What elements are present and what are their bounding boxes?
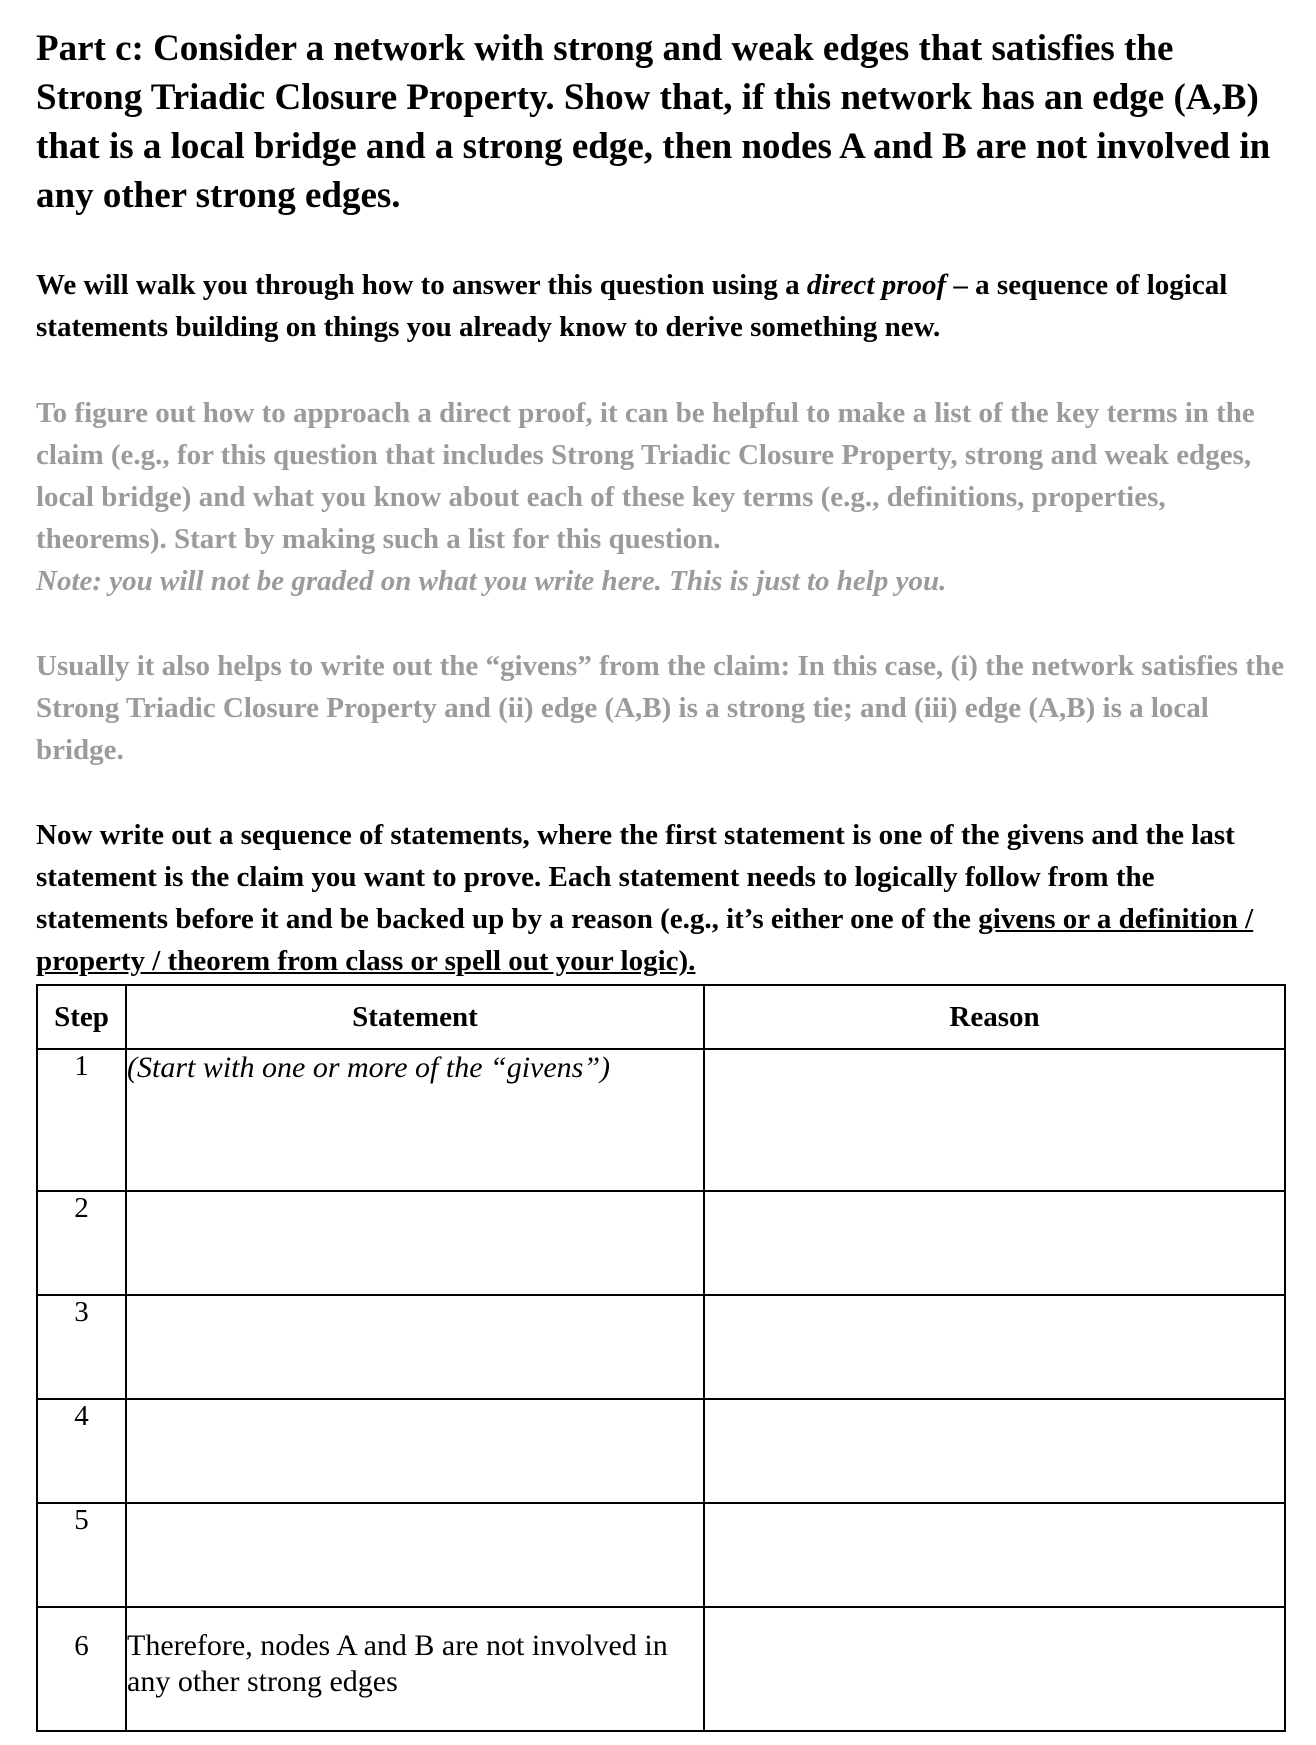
table-row (37, 1503, 1285, 1607)
key-terms-text: To figure out how to approach a direct proof, it can be helpful to make a list of the key terms in the claim (e.g., for this question that includes Strong Triadic Closure Property, strong and weak edges, local bridge) and what you know about each of these key terms (e.g., definitions, properties, theorems). Start by making such a list for this question. (36, 397, 1255, 555)
instructions-main: Now write out a sequence of statements, where the first statement is one of the givens and the last statement is the claim you want to prove. Each statement needs to logically follow from the statements before it and be backed up by a reason (e.g., it’s either one of the (36, 819, 1235, 935)
header-statement: Statement (126, 985, 704, 1049)
table-row (37, 1399, 1285, 1503)
step-number: 5 (37, 1503, 126, 1607)
step-number: 3 (37, 1295, 126, 1399)
statement-cell[interactable]: Therefore, nodes A and B are not involved in any other strong edges (126, 1607, 704, 1731)
table-row (37, 1191, 1285, 1295)
statement-cell[interactable]: (Start with one or more of the “givens”) (126, 1049, 704, 1191)
step-number: 6 (37, 1607, 126, 1731)
proof-table-header (37, 985, 1285, 1049)
reason-cell[interactable] (704, 1191, 1285, 1295)
table-row (37, 1295, 1285, 1399)
reason-cell[interactable] (704, 1503, 1285, 1607)
header-reason: Reason (704, 985, 1285, 1049)
instructions-paragraph (36, 814, 1286, 982)
key-terms-paragraph (36, 392, 1286, 602)
statement-cell[interactable] (126, 1191, 704, 1295)
table-row (37, 1607, 1285, 1731)
table-row (37, 1049, 1285, 1191)
step-number: 2 (37, 1191, 126, 1295)
reason-cell[interactable] (704, 1049, 1285, 1191)
intro-text-after: – a sequence of logical statements building on things you already know to derive something new. (36, 269, 1228, 343)
statement-cell[interactable] (126, 1399, 704, 1503)
intro-paragraph (36, 264, 1286, 348)
statement-cell[interactable] (126, 1295, 704, 1399)
step-number: 1 (37, 1049, 126, 1191)
reason-cell[interactable] (704, 1295, 1285, 1399)
question-title: Part c: Consider a network with strong and weak edges that satisfies the Strong Triadic Closure Property. Show that, if this network has an edge (A,B) that is a local bridge and a strong edge, then nodes A and B are not involved in any other strong edges. (36, 28, 1271, 216)
instructions-underlined: givens or a definition / property / theorem from class or spell out your logic). (36, 903, 1254, 977)
header-step: Step (37, 985, 126, 1049)
proof-table (36, 984, 1286, 1732)
givens-paragraph: Usually it also helps to write out the “givens” from the claim: In this case, (i) the network satisfies the Strong Triadic Closure Property and (ii) edge (A,B) is a strong tie; and (iii) edge (A,B) is a local bridge. (36, 650, 1284, 766)
reason-cell[interactable] (704, 1399, 1285, 1503)
statement-cell[interactable] (126, 1503, 704, 1607)
intro-emphasis: direct proof (806, 269, 947, 301)
step-number: 4 (37, 1399, 126, 1503)
intro-text-before: We will walk you through how to answer this question using a (36, 269, 807, 301)
reason-cell[interactable] (704, 1607, 1285, 1731)
key-terms-note: Note: you will not be graded on what you write here. This is just to help you. (36, 565, 947, 597)
